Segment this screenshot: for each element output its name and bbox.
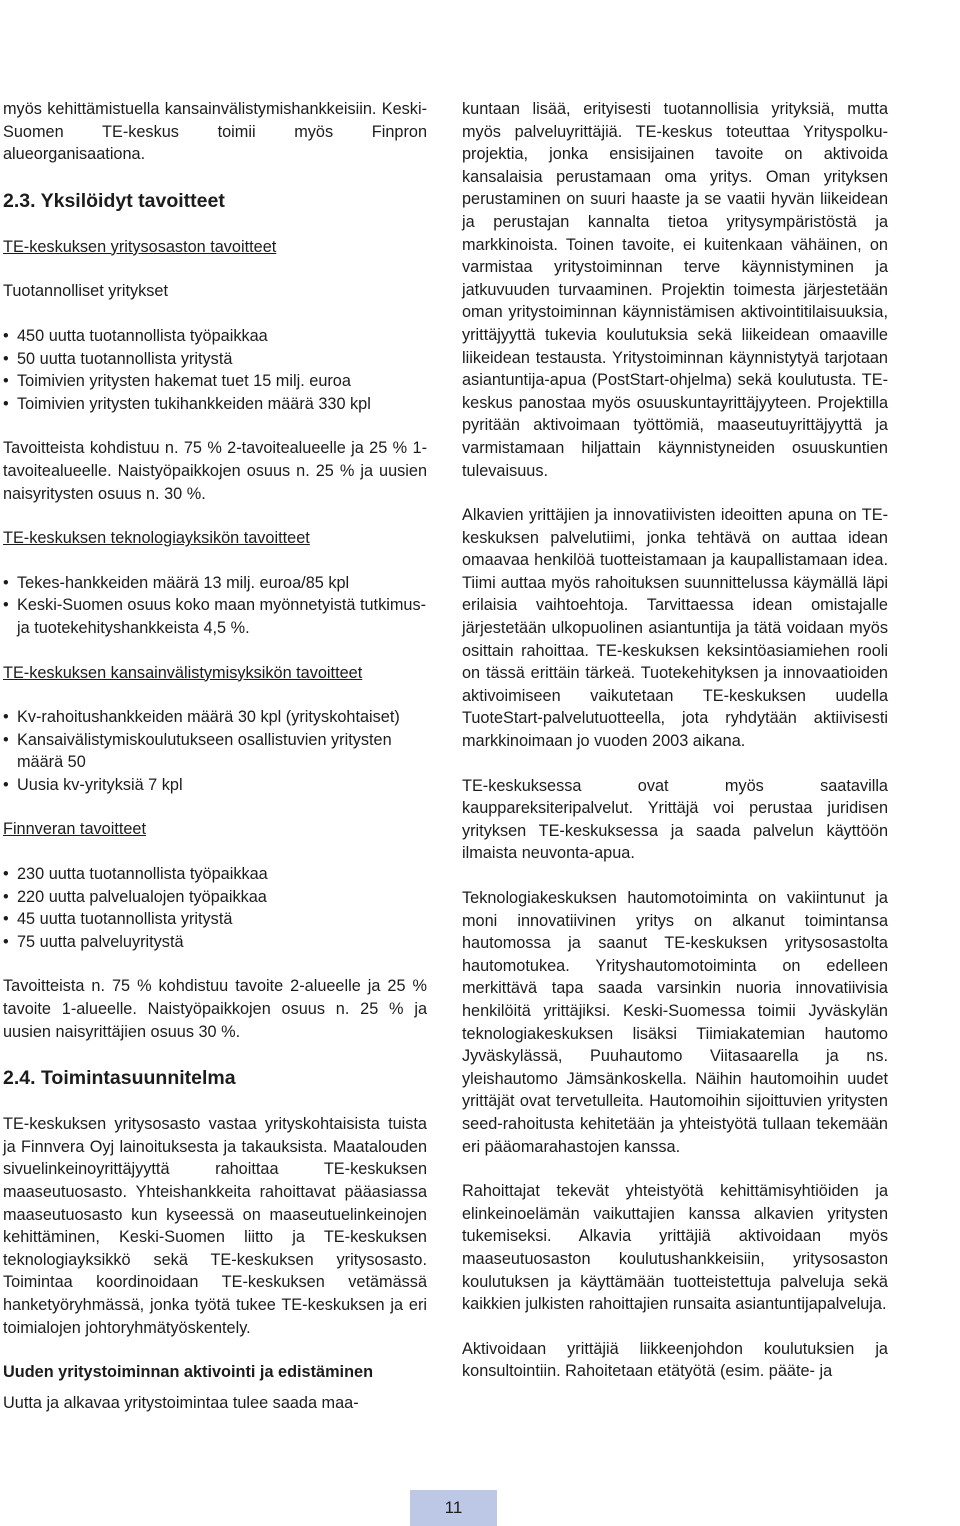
tavoitteista-paragraph: Tavoitteista kohdistuu n. 75 % 2-tavoitealueelle ja 25 % 1-tavoitealueelle. Naistyöpaikkojen osuus n. 25 % ja uusien naisyritysten osuus n. 30 %.: [3, 439, 427, 503]
teknologia-heading: TE-keskuksen teknologiayksikön tavoitteet: [3, 529, 310, 548]
bullet-icon: •: [3, 372, 9, 391]
finnvera-list: [3, 863, 427, 953]
section-2-3-heading: [3, 188, 427, 214]
list-item: • 45 uutta tuotannollista yritystä: [3, 908, 427, 931]
bullet-icon: •: [3, 730, 9, 749]
bullet-icon: •: [3, 775, 9, 794]
right-paragraph-5: Rahoittajat tekevät yhteistyötä kehittämisyhtiöiden ja elinkeinoelämän vaikuttajien kanssa alkavien yritysten tukemiseksi. Alkavia yrittäjiä aktivoidaan myös maaseutuosaston koulutushankkeisiin, yritysosaston koulutuksen ja käyttämään tuotteistettuja palveluja sekä kaikkien julkisten rahoittajien runsaita asiantuntijapalveluja.: [462, 1182, 888, 1314]
list-item: • 230 uutta tuotannollista työpaikkaa: [3, 863, 427, 886]
left-column: [3, 98, 427, 1414]
bullet-icon: •: [3, 596, 9, 615]
section-2-4-title: Toimintasuunnitelma: [40, 1067, 236, 1090]
list-item: • Kv-rahoitushankkeiden määrä 30 kpl (yrityskohtaiset): [3, 706, 427, 729]
right-paragraph-1: kuntaan lisää, erityisesti tuotannollisia yrityksiä, mutta myös palveluyrittäjiä. TE-keskus toteuttaa Yrityspolku-projektia, jonka ensisijainen tavoite on aktivoida kansalaisia perustamaan oma yritys. Oman yrityksen perustaminen on suuri haaste ja se vaatii hyvän liikeidean ja perustajan kannalta tietoa yritysympäristöstä ja markkinoista. Toinen tavoite, ei kuitenkaan vähäinen, on varmistaa yritystoiminnan terve käynnistyminen ja jatkuvuuden turvaaminen. Projektin toimesta järjestetään oman yritystoiminnan käynnistämisen aktivointitilaisuuksia, yrittäjyyttä tukevia koulutuksia sekä liikeidean omaaville liikeidean testausta. Yritystoiminnan käynnistytyä tarjotaan asiantuntija-apua (PostStart-ohjelma) sekä koulutusta. TE-keskus panostaa myös osuuskuntayrittäjyyteen. Projektilla pyritään aktivoimaan työttömiä, maaseutuyrittäjyyttä ja varmistamaan hiljattain käynnistyneiden osuuskuntien tulevaisuus.: [462, 100, 888, 480]
list-item: • Uusia kv-yrityksiä 7 kpl: [3, 774, 427, 797]
section-2-3-number: 2.3.: [3, 189, 36, 212]
yritysosasto-heading: TE-keskuksen yritysosaston tavoitteet: [3, 237, 277, 256]
list-item: • 450 uutta tuotannollista työpaikkaa: [3, 325, 427, 348]
tuotannolliset-list: [3, 325, 427, 415]
finnvera-heading: Finnveran tavoitteet: [3, 820, 146, 839]
section-2-4-heading: [3, 1065, 427, 1091]
list-item: • 75 uutta palveluyritystä: [3, 931, 427, 954]
toiminta-paragraph: TE-keskuksen yritysosasto vastaa yrityskohtaisista tuista ja Finnvera Oyj lainoituksesta ja takauksista. Maatalouden sivuelinkeinoyrittäjyyttä rahoittaa TE-keskuksen maaseutuosasto. Yhteishankkeita rahoittavat pääasiassa maaseutuosasto kun kyseessä on maaseutuelinkeinojen kehittäminen, Keski-Suomen liitto ja TE-keskuksen teknologiayksikkö sekä TE-keskuksen yritysosasto. Toimintaa koordinoidaan TE-keskuksen vetämässä hanketyöryhmässä, jonka työtä tukee TE-keskuksen ja eri toimialojen johtoryhmätyöskentely.: [3, 1115, 427, 1337]
teknologia-list: [3, 572, 427, 640]
list-item: • 50 uutta tuotannollista yritystä: [3, 348, 427, 371]
uuden-heading: Uuden yritystoiminnan aktivointi ja edistäminen: [3, 1363, 374, 1382]
bullet-icon: •: [3, 865, 9, 884]
bullet-icon: •: [3, 394, 9, 413]
tuotannolliset-label: Tuotannolliset yritykset: [3, 282, 168, 301]
bullet-icon: •: [3, 887, 9, 906]
kv-list: [3, 706, 427, 796]
bullet-icon: •: [3, 932, 9, 951]
kv-heading: TE-keskuksen kansainvälistymisyksikön tavoitteet: [3, 663, 363, 682]
list-item: • Toimivien yritysten hakemat tuet 15 milj. euroa: [3, 370, 427, 393]
list-item: • 220 uutta palvelualojen työpaikkaa: [3, 886, 427, 909]
right-paragraph-6: Aktivoidaan yrittäjiä liikkeenjohdon koulutuksien ja konsultointiin. Rahoitetaan etätyötä (esim. pääte- ja: [462, 1339, 888, 1381]
right-paragraph-3: TE-keskuksessa ovat myös saatavilla kauppareksiteripalvelut. Yrittäjä voi perustaa juridisen yrityksen TE-keskuksessa ja saada palvelun käyttöön ilmaista neuvonta-apua.: [462, 776, 888, 863]
section-2-4-number: 2.4.: [3, 1067, 36, 1090]
finnvera-paragraph: Tavoitteista n. 75 % kohdistuu tavoite 2-alueelle ja 25 % tavoite 1-alueelle. Naistyöpaikkojen osuus n. 25 % ja uusien naisyrittäjien osuus 30 %.: [3, 977, 427, 1041]
list-item: • Toimivien yritysten tukihankkeiden määrä 330 kpl: [3, 393, 427, 416]
list-item: • Kansaivälistymiskoulutukseen osallistuvien yritysten määrä 50: [3, 730, 392, 772]
page-number: 11: [410, 1490, 497, 1526]
section-2-3-title: Yksilöidyt tavoitteet: [40, 189, 225, 212]
uuden-paragraph: Uutta ja alkavaa yritystoimintaa tulee saada maa-: [3, 1393, 359, 1412]
right-paragraph-2: Alkavien yrittäjien ja innovatiivisten ideoitten apuna on TE-keskuksen palvelutiimi, jonka tehtävä on auttaa idean omaavaa henkilöä tuotteistamaan ja kaupallistamaan idea. Tiimi auttaa myös rahoituksen suunnittelussa käymällä läpi erilaisia vaihtoehtoja. Tarvittaessa idean omistajalle järjestetään ulkopuolinen asiantuntija ja tätä voidaan myös osittain rahoittaa. TE-keskuksen keksintöasiamiehen rooli on tässä erittäin tärkeä. Tuotekehityksen ja innovaatioiden aktivoimiseen vaikutetaan TE-keskuksen uudella TuoteStart-palvelutuotteella, jota ryhdytään aktiivisesti markkinoimaan jo vuoden 2003 aikana.: [462, 506, 888, 751]
bullet-icon: •: [3, 708, 9, 727]
right-paragraph-4: Teknologiakeskuksen hautomotoiminta on vakiintunut ja moni innovatiivinen yritys on alkanut toimintansa hautomossa ja saanut TE-keskuksen yritysosastolta hautomotukea. Yrityshautomotoiminta on edelleen merkittävä tapa saada varsinkin nuoria innovatiivisia henkilöitä yrittäjiksi. Keski-Suomessa toimii Jyväskylän teknologiakeskuksen lisäksi Tiimiakatemian hautomo Jyväskylässä, Puuhautomo Viitasaarella ja ns. yleishautomo Jämsänkoskella. Näihin hautomoihin uudet yrittäjät ovat tervetulleita. Hautomoihin sijoittuvien yritysten seed-rahoitusta kehitetään ja yhteistyötä tullaan tekemään eri pääomarahastojen kanssa.: [462, 889, 888, 1156]
intro-paragraph: myös kehittämistuella kansainvälistymishankkeisiin. Keski-Suomen TE-keskus toimii myös Finpron alueorganisaationa.: [3, 100, 427, 164]
bullet-icon: •: [3, 326, 9, 345]
bullet-icon: •: [3, 910, 9, 929]
right-column: [462, 98, 888, 1383]
list-item: • Keski-Suomen osuus koko maan myönnetyistä tutkimus- ja tuotekehityshankkeista 4,5 %.: [3, 596, 427, 637]
bullet-icon: •: [3, 573, 9, 592]
bullet-icon: •: [3, 349, 9, 368]
list-item: • Tekes-hankkeiden määrä 13 milj. euroa/85 kpl: [3, 572, 427, 595]
